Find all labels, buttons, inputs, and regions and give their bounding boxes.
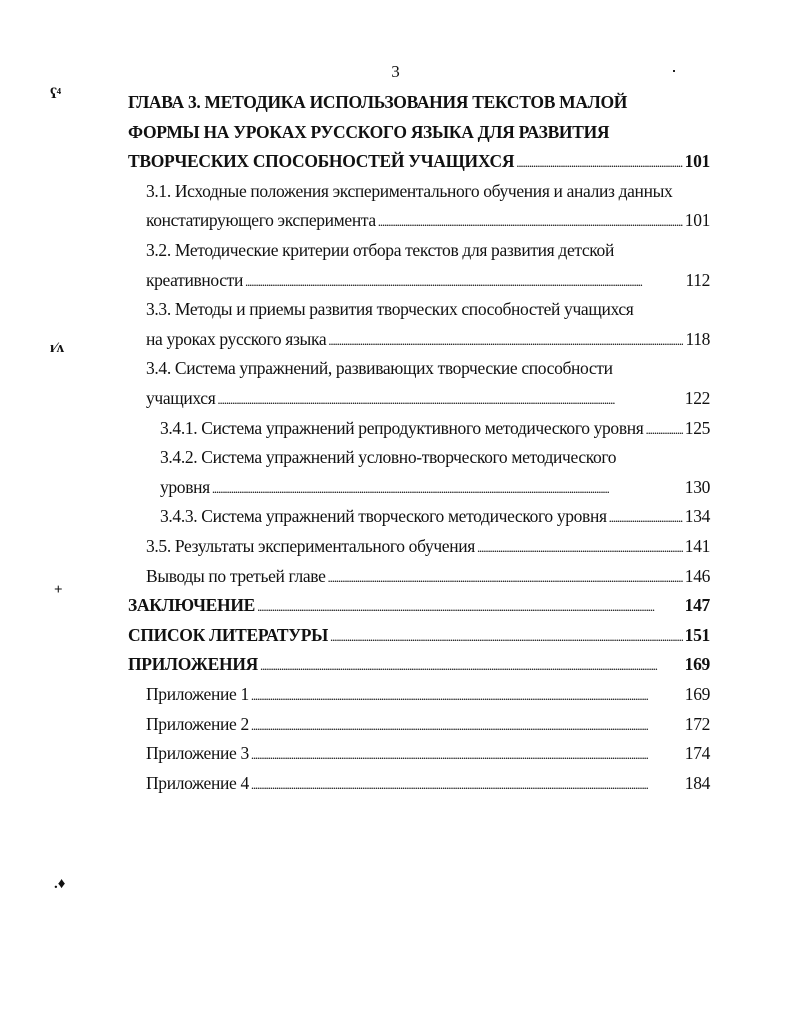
- toc-entry-title: уровня: [160, 477, 210, 497]
- toc-entry: [128, 151, 710, 175]
- toc-entry-line: [146, 240, 710, 264]
- dot-leader: [328, 329, 683, 350]
- toc-entry-title: 3.4.1. Система упражнений репродуктивного методического уровня: [160, 418, 644, 438]
- page-number: 3: [391, 62, 400, 81]
- dot-leader: [645, 418, 682, 439]
- toc-entry-title: Приложение 2: [146, 714, 249, 734]
- scan-speck: [673, 70, 675, 72]
- toc-entry-title: учащихся: [146, 388, 216, 408]
- dot-leader: [609, 506, 683, 527]
- toc-entry-title: 3.4.2. Система упражнений условно-творческого методического: [160, 447, 617, 467]
- toc-entry: [146, 714, 710, 738]
- dot-leader: [251, 714, 683, 735]
- toc-entry-title: Выводы по третьей главе: [146, 566, 326, 586]
- toc-page-number: 184: [684, 773, 710, 793]
- toc-entry-title: креативности: [146, 270, 243, 290]
- dot-leader: [245, 270, 683, 291]
- dot-leader: [516, 151, 682, 172]
- toc-entry-title: 3.4. Система упражнений, развивающих творческие способности: [146, 358, 613, 378]
- toc-entry-title: 3.3. Методы и приемы развития творческих способностей учащихся: [146, 299, 634, 319]
- toc-page-number: 169: [684, 684, 710, 704]
- dot-leader: [251, 743, 683, 764]
- toc-page-number: 174: [684, 743, 710, 763]
- toc-entry-title: 3.1. Исходные положения экспериментального обучения и анализ данных: [146, 181, 673, 201]
- toc-entry: [160, 418, 710, 442]
- toc-entry: [146, 684, 710, 708]
- toc-entry-title: на уроках русского языка: [146, 329, 327, 349]
- toc-entry-title: Приложение 4: [146, 773, 249, 793]
- toc-page-number: 169: [684, 654, 710, 674]
- toc-entry-line: [146, 181, 710, 205]
- dot-leader: [378, 210, 683, 231]
- toc-page-number: 151: [684, 625, 710, 645]
- dot-leader: [217, 388, 682, 409]
- toc-entry: [128, 625, 710, 649]
- toc-entry-line: [128, 92, 710, 116]
- margin-mark-icon: ı⁄ʌ: [50, 340, 65, 356]
- toc-entry-line: [160, 447, 710, 471]
- toc-entry: [160, 477, 710, 501]
- toc-entry-title: СПИСОК ЛИТЕРАТУРЫ: [128, 625, 329, 645]
- dot-leader: [251, 684, 683, 705]
- toc-entry-title: ГЛАВА 3. МЕТОДИКА ИСПОЛЬЗОВАНИЯ ТЕКСТОВ МАЛОЙ: [128, 92, 628, 112]
- dot-leader: [477, 536, 683, 557]
- toc-entry: [146, 773, 710, 797]
- toc-entry-title: 3.5. Результаты экспериментального обучения: [146, 536, 475, 556]
- toc-page-number: 146: [684, 566, 710, 586]
- toc-entry-title: ФОРМЫ НА УРОКАХ РУССКОГО ЯЗЫКА ДЛЯ РАЗВИТИЯ: [128, 122, 610, 142]
- toc-page-number: 101: [684, 151, 710, 171]
- toc-entry: [146, 743, 710, 767]
- toc-entry-line: [128, 122, 710, 146]
- toc-page-number: 172: [684, 714, 710, 734]
- toc-entry-line: [146, 299, 710, 323]
- toc-entry-title: Приложение 1: [146, 684, 249, 704]
- toc-entry-line: [146, 358, 710, 382]
- toc-entry: [146, 270, 710, 294]
- dot-leader: [257, 595, 683, 616]
- margin-mark-icon: ʕ⁴: [50, 86, 62, 102]
- toc-page-number: 118: [685, 329, 710, 349]
- toc-page-number: 134: [684, 506, 710, 526]
- toc-page-number: 101: [684, 210, 710, 230]
- margin-mark-icon: +: [54, 582, 63, 598]
- toc-entry: [128, 595, 710, 619]
- toc-entry: [160, 506, 710, 530]
- toc-entry-title: констатирующего эксперимента: [146, 210, 376, 230]
- toc-page-number: 125: [684, 418, 710, 438]
- toc-entry-title: 3.2. Методические критерии отбора текстов для развития детской: [146, 240, 614, 260]
- dot-leader: [330, 625, 683, 646]
- toc-page-number: 122: [684, 388, 710, 408]
- toc-page-number: 147: [684, 595, 710, 615]
- toc-page-number: 130: [684, 477, 710, 497]
- toc-entry-title: ЗАКЛЮЧЕНИЕ: [128, 595, 256, 615]
- toc-entry: [146, 566, 710, 590]
- dot-leader: [328, 566, 683, 587]
- toc-entry-title: Приложение 3: [146, 743, 249, 763]
- toc-page-number: 141: [684, 536, 710, 556]
- toc-entry: [146, 388, 710, 412]
- toc-entry-title: 3.4.3. Система упражнений творческого методического уровня: [160, 506, 607, 526]
- dot-leader: [251, 773, 683, 794]
- margin-mark-icon: .♦: [54, 876, 66, 892]
- toc-entry: [128, 654, 710, 678]
- toc-entry-title: ПРИЛОЖЕНИЯ: [128, 654, 258, 674]
- toc-entry: [146, 329, 710, 353]
- toc-entry: [146, 210, 710, 234]
- dot-leader: [212, 477, 683, 498]
- toc-entry: [146, 536, 710, 560]
- toc-entry-title: ТВОРЧЕСКИХ СПОСОБНОСТЕЙ УЧАЩИХСЯ: [128, 151, 515, 171]
- dot-leader: [260, 654, 683, 675]
- toc-page-number: 112: [685, 270, 710, 290]
